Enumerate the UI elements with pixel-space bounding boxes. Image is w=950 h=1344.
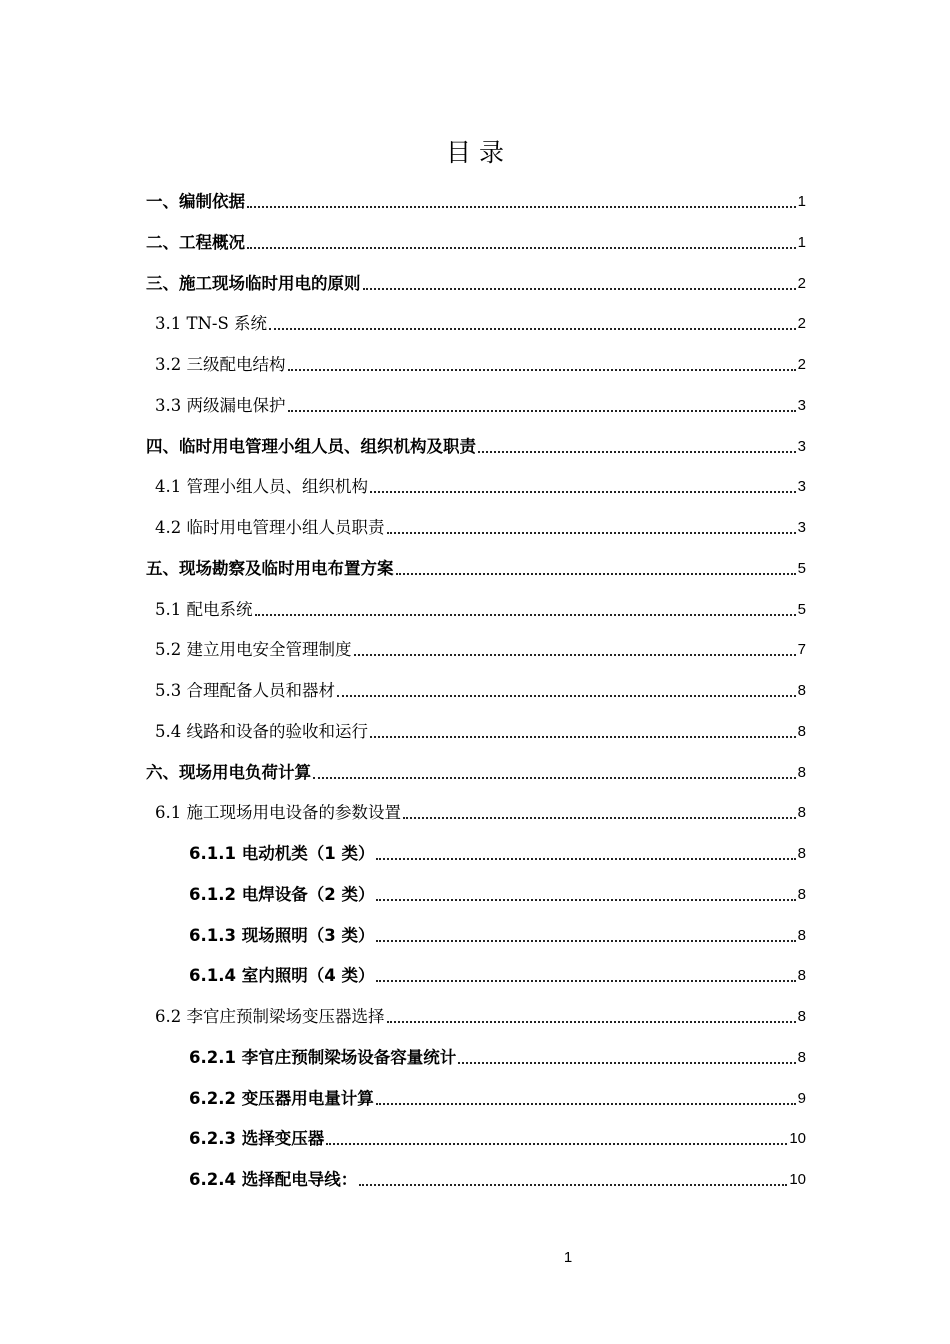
toc-dot-leader	[247, 205, 796, 208]
toc-dot-leader	[403, 816, 796, 819]
toc-entry-label: 六、现场用电负荷计算	[146, 762, 311, 782]
toc-dot-leader	[396, 572, 796, 575]
toc-entry[interactable]	[155, 509, 806, 539]
toc-entry-page-number: 3	[797, 478, 806, 496]
toc-entry-label: 五、现场勘察及临时用电布置方案	[146, 558, 394, 578]
toc-dot-leader	[247, 246, 796, 249]
toc-dot-leader	[288, 409, 796, 412]
toc-entry[interactable]	[155, 631, 806, 661]
toc-entry-page-number: 5	[797, 559, 806, 577]
toc-entry-label: 6.1 施工现场用电设备的参数设置	[155, 803, 401, 823]
toc-entry-label: 6.2.1 李官庄预制梁场设备容量统计	[189, 1047, 457, 1067]
toc-entry-page-number: 8	[797, 1048, 806, 1066]
toc-entry-page-number: 1	[797, 233, 806, 251]
toc-dot-leader	[478, 450, 796, 453]
toc-dot-leader	[326, 1142, 787, 1145]
toc-entry-page-number: 8	[797, 885, 806, 903]
toc-entry-page-number: 9	[797, 1089, 806, 1107]
toc-entry-label: 4.1 管理小组人员、组织机构	[155, 477, 368, 497]
toc-dot-leader	[387, 1020, 796, 1023]
toc-entry[interactable]	[189, 957, 806, 987]
toc-entry[interactable]	[155, 713, 806, 743]
toc-dot-leader	[458, 1061, 795, 1064]
toc-dot-leader	[313, 776, 796, 779]
toc-entry[interactable]	[155, 672, 806, 702]
toc-dot-leader	[370, 735, 796, 738]
toc-entry[interactable]	[146, 428, 806, 458]
toc-entry-label: 6.2.3 选择变压器	[189, 1129, 325, 1149]
toc-dot-leader	[337, 694, 796, 697]
toc-entry-label: 5.3 合理配备人员和器材	[155, 681, 335, 700]
toc-entry-label: 5.4 线路和设备的验收和运行	[155, 721, 368, 741]
toc-dot-leader	[288, 368, 796, 371]
toc-dot-leader	[376, 898, 795, 901]
toc-entry-label: 6.2.4 选择配电导线：	[189, 1170, 358, 1189]
toc-title: 目 录	[446, 138, 504, 167]
toc-entry-page-number: 7	[797, 641, 806, 659]
toc-entry-page-number: 10	[789, 1171, 806, 1188]
toc-entry-page-number: 8	[797, 845, 806, 862]
toc-dot-leader	[354, 653, 796, 656]
toc-entry-page-number: 1	[797, 193, 806, 210]
toc-entry-label: 6.1.2 电焊设备（2 类）	[189, 884, 375, 904]
toc-entry-label: 二、工程概况	[146, 232, 245, 252]
toc-entry-label: 一、编制依据	[146, 192, 245, 211]
toc-entry-page-number: 5	[797, 600, 806, 618]
toc-entry[interactable]	[146, 550, 806, 580]
toc-dot-leader	[376, 939, 795, 942]
toc-entry[interactable]	[155, 794, 806, 824]
toc-entry[interactable]	[189, 1120, 806, 1150]
toc-dot-leader	[255, 613, 796, 616]
toc-dot-leader	[387, 531, 796, 534]
toc-entry-page-number: 2	[797, 274, 806, 292]
toc-entry-page-number: 2	[797, 356, 806, 373]
toc-entry-page-number: 8	[797, 804, 806, 822]
toc-entry-label: 3.1 TN-S 系统	[155, 314, 268, 334]
toc-entry-page-number: 8	[797, 722, 806, 740]
toc-entry-label: 三、施工现场临时用电的原则	[146, 273, 361, 293]
toc-dot-leader	[269, 327, 796, 330]
toc-entry[interactable]	[189, 1039, 806, 1069]
toc-entry-page-number: 10	[789, 1130, 806, 1148]
toc-entry[interactable]	[189, 917, 806, 947]
toc-entry[interactable]	[189, 876, 806, 906]
toc-entry-label: 6.2 李官庄预制梁场变压器选择	[155, 1007, 385, 1026]
toc-entry[interactable]	[146, 265, 806, 295]
toc-entry-page-number: 3	[797, 396, 806, 414]
toc-entry-label: 4.2 临时用电管理小组人员职责	[155, 518, 385, 537]
toc-entry-label: 6.1.4 室内照明（4 类）	[189, 966, 375, 986]
toc-entry[interactable]	[155, 387, 806, 417]
toc-dot-leader	[370, 490, 796, 493]
toc-entry[interactable]	[155, 591, 806, 621]
toc-entry[interactable]	[155, 346, 806, 376]
toc-entry[interactable]	[155, 998, 806, 1028]
toc-dot-leader	[376, 1102, 796, 1105]
toc-entry-page-number: 3	[797, 519, 806, 536]
toc-dot-leader	[359, 1183, 787, 1186]
toc-entry-page-number: 8	[797, 967, 806, 985]
toc-entry-label: 5.1 配电系统	[155, 599, 253, 619]
toc-dot-leader	[376, 857, 795, 860]
toc-entry[interactable]	[146, 183, 806, 213]
toc-entry[interactable]	[155, 305, 806, 335]
toc-entry-label: 3.3 两级漏电保护	[155, 395, 286, 415]
toc-entry-label: 6.1.3 现场照明（3 类）	[189, 925, 375, 945]
toc-entry-page-number: 8	[797, 1008, 806, 1025]
toc-entry-label: 四、临时用电管理小组人员、组织机构及职责	[146, 436, 476, 456]
toc-entry-label: 6.1.1 电动机类（1 类）	[189, 844, 375, 863]
toc-dot-leader	[363, 287, 796, 290]
toc-entry-page-number: 3	[797, 437, 806, 455]
toc-entry[interactable]	[146, 754, 806, 784]
toc-entry[interactable]	[189, 835, 806, 865]
toc-dot-leader	[376, 979, 795, 982]
toc-entry[interactable]	[146, 224, 806, 254]
toc-entry-page-number: 8	[797, 763, 806, 781]
page-number: 1	[563, 1249, 573, 1266]
toc-entry-label: 3.2 三级配电结构	[155, 355, 286, 374]
toc-entry-label: 5.2 建立用电安全管理制度	[155, 640, 352, 660]
toc-entry-page-number: 8	[797, 682, 806, 699]
toc-entry[interactable]	[155, 468, 806, 498]
toc-entry-page-number: 8	[797, 926, 806, 944]
toc-entry[interactable]	[189, 1161, 806, 1191]
toc-entry-label: 6.2.2 变压器用电量计算	[189, 1088, 374, 1108]
toc-entry-page-number: 2	[797, 315, 806, 333]
toc-entry[interactable]	[189, 1080, 806, 1110]
